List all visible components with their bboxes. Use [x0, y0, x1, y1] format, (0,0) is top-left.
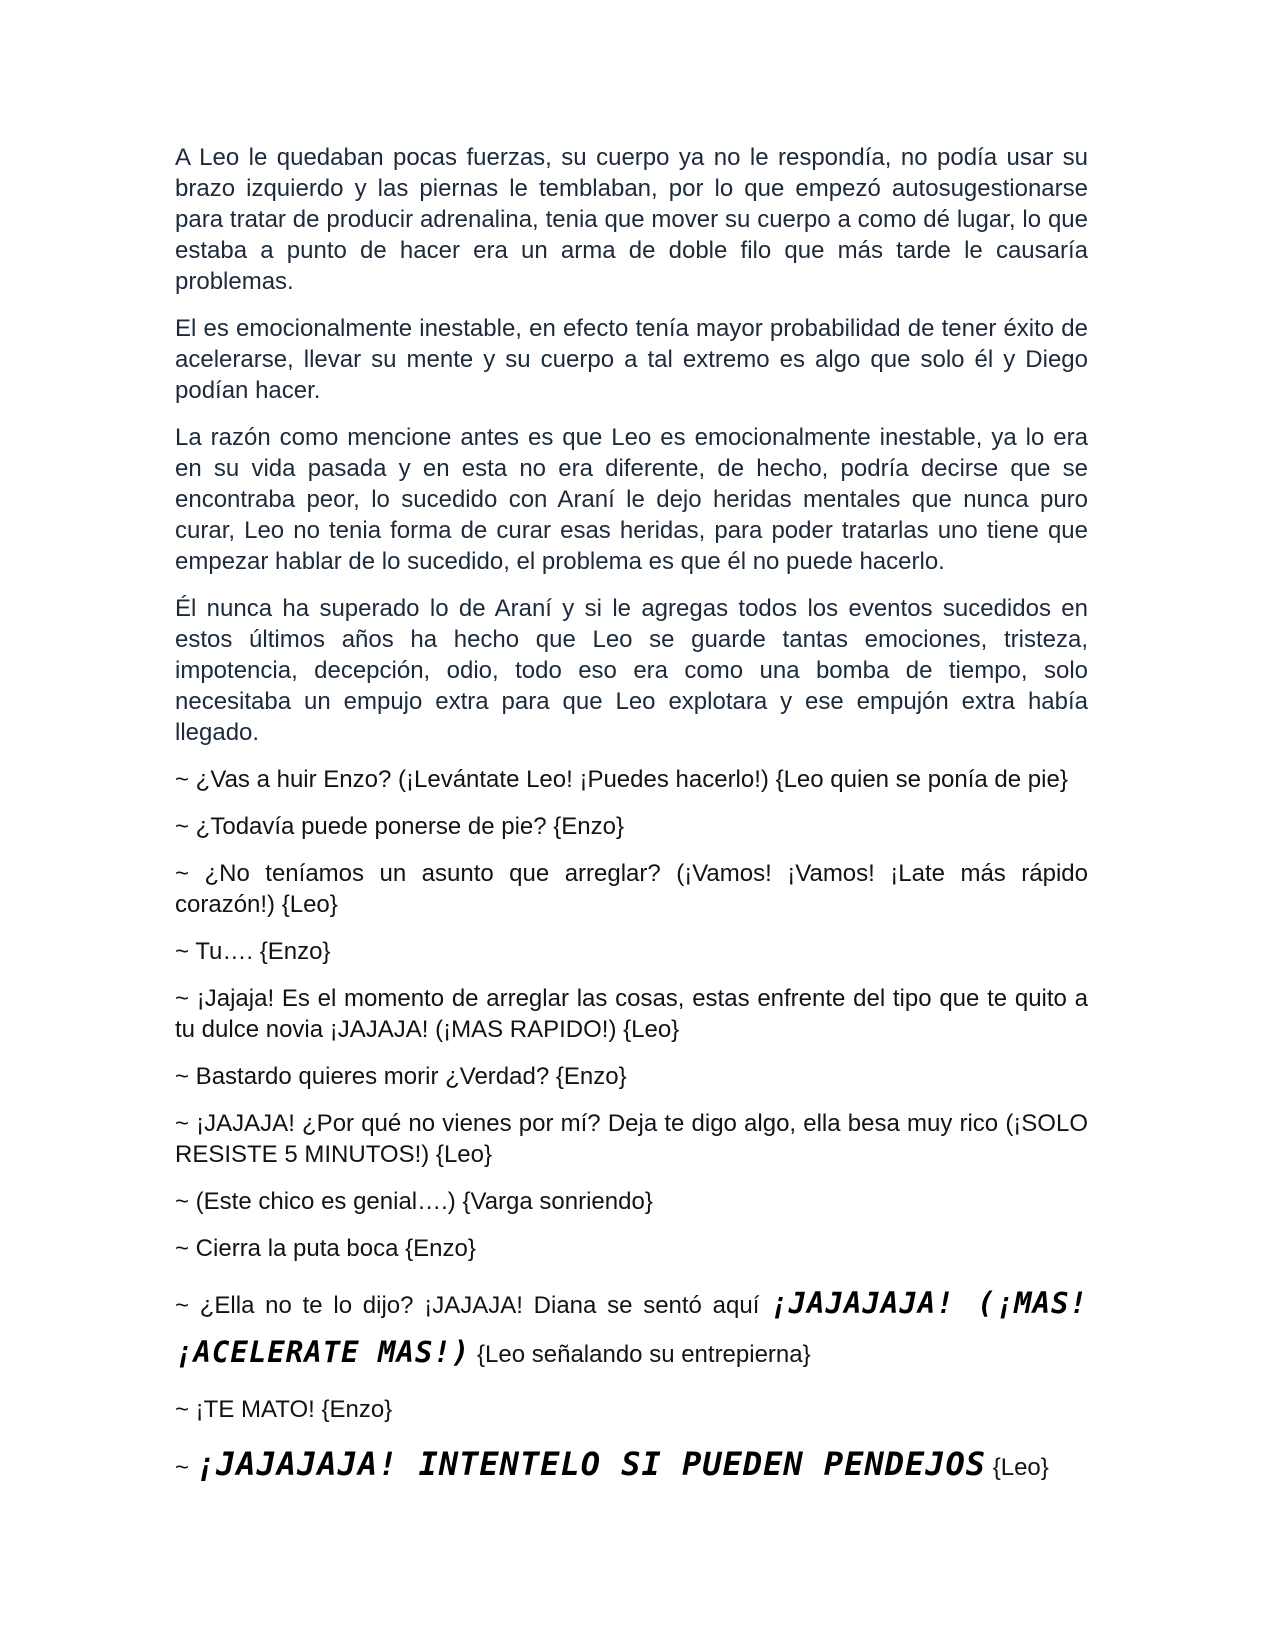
paragraph-4: Él nunca ha superado lo de Araní y si le agregas todos los eventos sucedidos en estos últimos años ha hecho que Leo se guarde tantas emociones, tristeza, impotencia, decepción, odio, todo eso era como una bomba de tiempo, solo necesitaba un empujo extra para que Leo explotara y ese empujón extra había llegado.: [175, 595, 1088, 746]
dialogue-line: ~ ¡Jajaja! Es el momento de arreglar las cosas, estas enfrente del tipo que te quito a tu dulce novia ¡JAJAJA! (¡MAS RAPIDO!) {Leo}: [175, 985, 1088, 1043]
dialogue-line: ~ Tu…. {Enzo}: [175, 938, 331, 965]
dialogue-line: ~ ¡TE MATO! {Enzo}: [175, 1396, 393, 1423]
document-page: [175, 142, 1088, 1507]
dialogue-line: ~ Cierra la puta boca {Enzo}: [175, 1235, 476, 1262]
handwritten-shout: ¡JAJAJAJA! (¡MAS! ¡ACELERATE MAS!): [175, 1286, 1088, 1369]
dialogue-line-handwritten: [175, 1280, 1088, 1378]
paragraph-1: A Leo le quedaban pocas fuerzas, su cuerpo ya no le respondía, no podía usar su brazo izquierdo y las piernas le temblaban, por lo que empezó autosugestionarse para tratar de producir adrenalina, tenia que mover su cuerpo a como dé lugar, lo que estaba a punto de hacer era un arma de doble filo que más tarde le causaría problemas.: [175, 144, 1088, 295]
dialogue-prefix: ~ ¿Ella no te lo dijo? ¡JAJAJA! Diana se sentó aquí: [175, 1292, 771, 1319]
speaker-tag: {Leo}: [986, 1454, 1049, 1481]
dialogue-line: ~ ¿No teníamos un asunto que arreglar? (¡Vamos! ¡Vamos! ¡Late más rápido corazón!) {Leo}: [175, 860, 1088, 918]
dialogue-line: ~ Bastardo quieres morir ¿Verdad? {Enzo}: [175, 1063, 627, 1090]
paragraph-3: La razón como mencione antes es que Leo es emocionalmente inestable, ya lo era en su vida pasada y en esta no era diferente, de hecho, podría decirse que se encontraba peor, lo sucedido con Araní le dejo heridas mentales que nunca puro curar, Leo no tenia forma de curar esas heridas, para poder tratarlas uno tiene que empezar hablar de lo sucedido, el problema es que él no puede hacerlo.: [175, 424, 1088, 575]
dialogue-prefix: ~: [175, 1454, 196, 1481]
dialogue-line: ~ ¡JAJAJA! ¿Por qué no vienes por mí? Deja te digo algo, ella besa muy rico (¡SOLO RESISTE 5 MINUTOS!) {Leo}: [175, 1110, 1088, 1168]
handwritten-shout: ¡JAJAJAJA! INTENTELO SI PUEDEN PENDEJOS: [195, 1445, 987, 1483]
dialogue-line: ~ (Este chico es genial….) {Varga sonriendo}: [175, 1188, 653, 1215]
dialogue-line: ~ ¿Vas a huir Enzo? (¡Levántate Leo! ¡Puedes hacerlo!) {Leo quien se ponía de pie}: [175, 766, 1068, 793]
paragraph-2: El es emocionalmente inestable, en efecto tenía mayor probabilidad de tener éxito de acelerarse, llevar su mente y su cuerpo a tal extremo es algo que solo él y Diego podían hacer.: [175, 315, 1088, 404]
dialogue-line: ~ ¿Todavía puede ponerse de pie? {Enzo}: [175, 813, 625, 840]
speaker-tag: {Leo señalando su entrepierna}: [470, 1341, 811, 1368]
dialogue-line-handwritten: [175, 1441, 1088, 1491]
